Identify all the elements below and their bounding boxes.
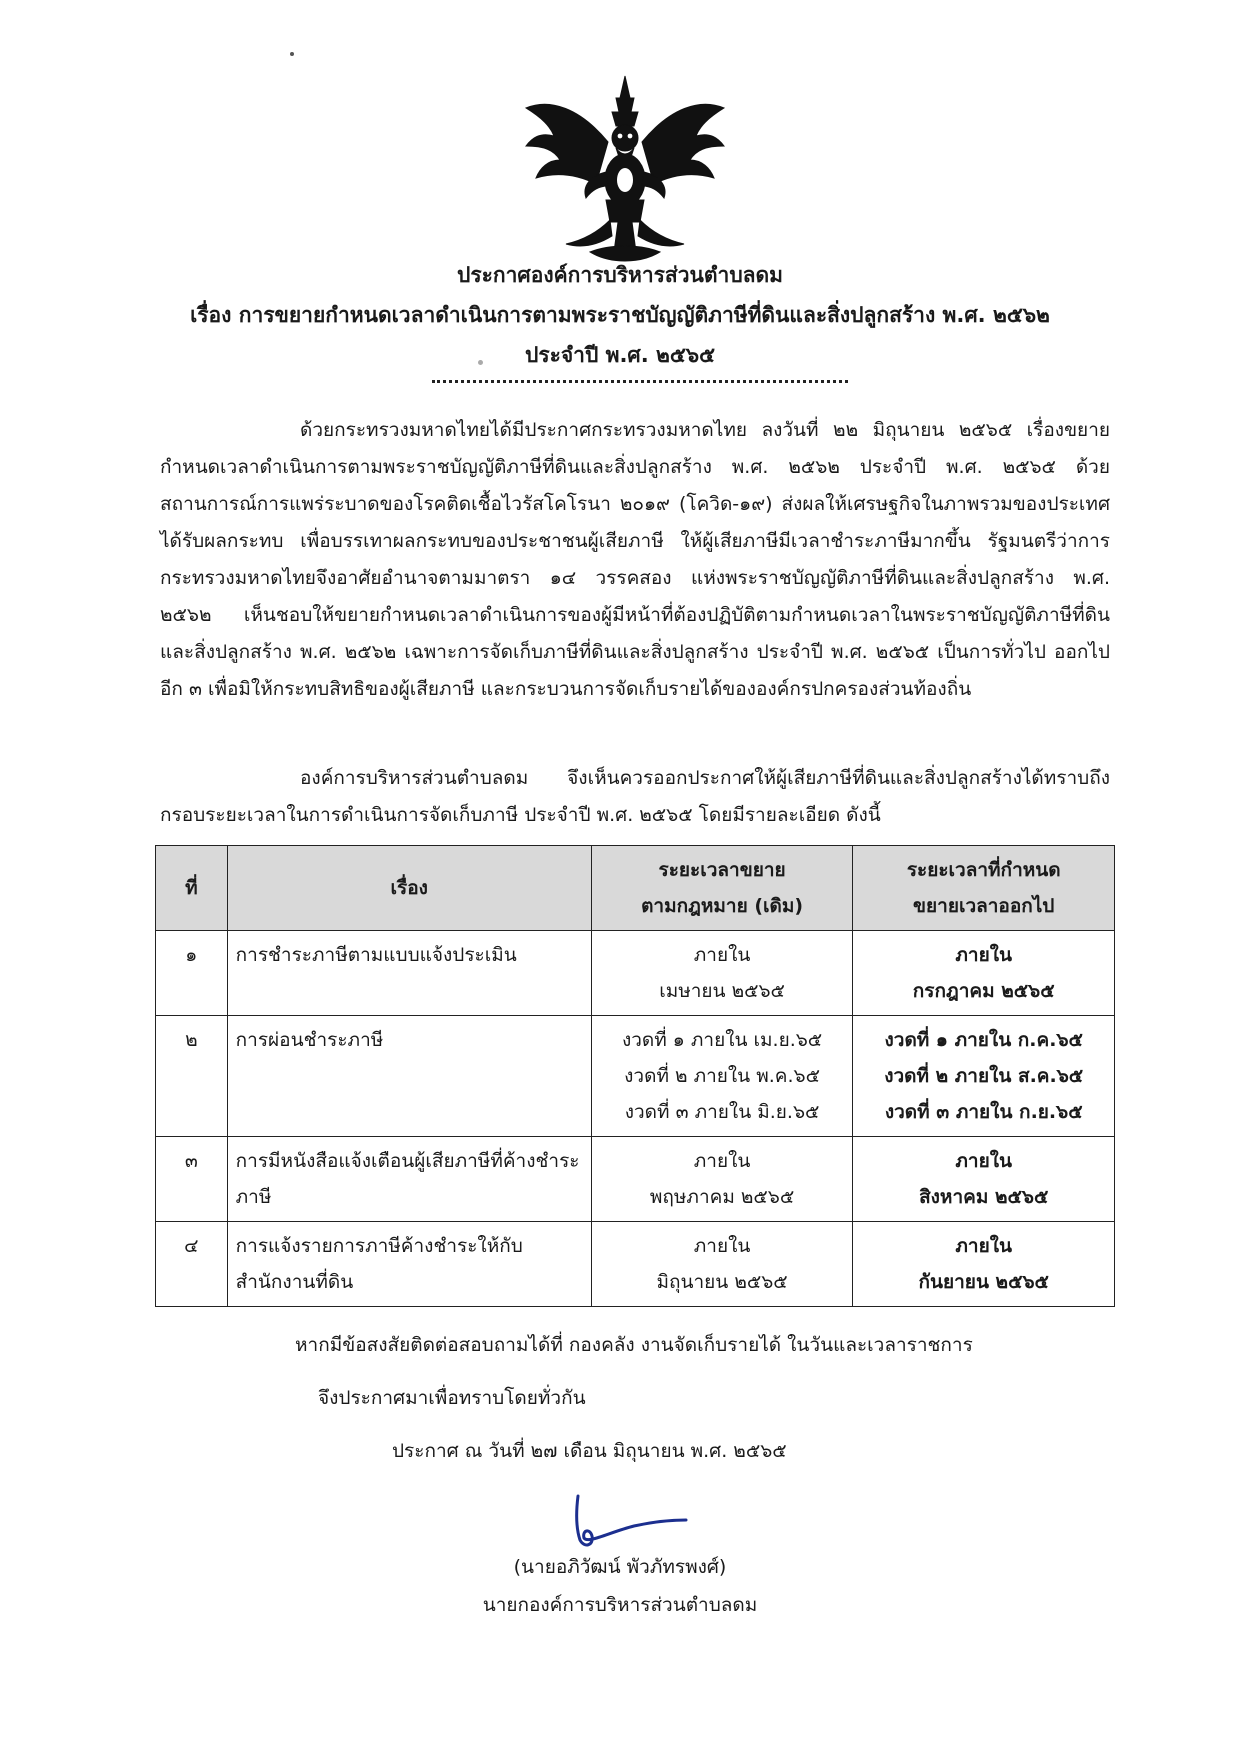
header-old-period: [591, 846, 853, 931]
schedule-table: [155, 845, 1115, 1307]
signer-name: (นายอภิวัฒน์ พัวภัทรพงศ์): [513, 1556, 727, 1578]
announcement-year: ประจำปี พ.ศ. ๒๕๖๕: [524, 343, 716, 367]
old-line: ภายใน: [693, 1235, 751, 1257]
row-new-period: [853, 931, 1115, 1016]
header-new-line-2: ขยายเวลาออกไป: [913, 895, 1055, 917]
table-row: [156, 1016, 1115, 1137]
announce-date: ประกาศ ณ วันที่ ๒๗ เดือน มิถุนายน พ.ศ. ๒๕๖๕: [392, 1440, 787, 1462]
row-subject: การผ่อนชำระภาษี: [227, 1016, 591, 1137]
header-old-line-1: ระยะเวลาขยาย: [658, 859, 786, 881]
old-line: มิถุนายน ๒๕๖๕: [656, 1271, 788, 1293]
announcement-subject: เรื่อง การขยายกำหนดเวลาดำเนินการตามพระราชบัญญัติภาษีที่ดินและสิ่งปลูกสร้าง พ.ศ. ๒๕๖๒: [190, 303, 1050, 327]
row-subject: การมีหนังสือแจ้งเตือนผู้เสียภาษีที่ค้างชำระภาษี: [227, 1137, 591, 1222]
announcement-title: ประกาศองค์การบริหารส่วนตำบลดม: [456, 263, 784, 287]
row-old-period: [591, 1016, 853, 1137]
row-subject: การแจ้งรายการภาษีค้างชำระให้กับสำนักงานที่ดิน: [227, 1222, 591, 1307]
contact-line: หากมีข้อสงสัยติดต่อสอบถามได้ที่ กองคลัง งานจัดเก็บรายได้ ในวันและเวลาราชการ: [295, 1334, 973, 1356]
handwritten-signature: [570, 1492, 690, 1552]
old-line: ภายใน: [693, 944, 751, 966]
new-line: ภายใน: [955, 1150, 1012, 1172]
new-line: สิงหาคม ๒๕๖๕: [919, 1186, 1049, 1208]
row-num: ๑: [156, 931, 228, 1016]
scan-speck: [290, 52, 294, 56]
header-new-period: [853, 846, 1115, 931]
row-subject: การชำระภาษีตามแบบแจ้งประเมิน: [227, 931, 591, 1016]
row-new-period: [853, 1016, 1115, 1137]
new-line: งวดที่ ๒ ภายใน ส.ค.๖๕: [884, 1065, 1084, 1087]
header-new-line-1: ระยะเวลาที่กำหนด: [906, 859, 1061, 881]
body-paragraph-1: [160, 412, 1110, 708]
row-new-period: [853, 1222, 1115, 1307]
row-num: ๔: [156, 1222, 228, 1307]
table-row: [156, 931, 1115, 1016]
row-num: ๓: [156, 1137, 228, 1222]
announce-line: จึงประกาศมาเพื่อทราบโดยทั่วกัน: [318, 1387, 586, 1409]
old-line: เมษายน ๒๕๖๕: [659, 980, 785, 1002]
table-header-row: [156, 846, 1115, 931]
row-old-period: [591, 1137, 853, 1222]
old-line: พฤษภาคม ๒๕๖๕: [649, 1186, 795, 1208]
header-subject: เรื่อง: [227, 846, 591, 931]
signer-position: นายกองค์การบริหารส่วนตำบลดม: [482, 1594, 758, 1616]
old-line: ภายใน: [693, 1150, 751, 1172]
old-line: งวดที่ ๓ ภายใน มิ.ย.๖๕: [624, 1101, 820, 1123]
new-line: งวดที่ ๓ ภายใน ก.ย.๖๕: [884, 1101, 1083, 1123]
old-line: งวดที่ ๑ ภายใน เม.ย.๖๕: [621, 1029, 823, 1051]
table-row: [156, 1137, 1115, 1222]
body-paragraph-2: [160, 760, 1110, 834]
row-new-period: [853, 1137, 1115, 1222]
dotted-divider: [432, 380, 848, 383]
header-num: ที่: [156, 846, 228, 931]
paragraph-1-text: ด้วยกระทรวงมหาดไทยได้มีประกาศกระทรวงมหาดไทย ลงวันที่ ๒๒ มิถุนายน ๒๕๖๕ เรื่องขยายกำหนดเวลาดำเนินการตามพระราชบัญญัติภาษีที่ดินและสิ่งปลูกสร้าง พ.ศ. ๒๕๖๒ ประจำปี พ.ศ. ๒๕๖๕ ด้วยสถานการณ์การแพร่ระบาดของโรคติดเชื้อไวรัสโคโรนา ๒๐๑๙ (โควิด-๑๙) ส่งผลให้เศรษฐกิจในภาพรวมของประเทศได้รับผลกระทบ เพื่อบรรเทาผลกระทบของประชาชนผู้เสียภาษี ให้ผู้เสียภาษีมีเวลาชำระภาษีมากขึ้น รัฐมนตรีว่าการกระทรวงมหาดไทยจึงอาศัยอำนาจตามมาตรา ๑๔ วรรคสอง แห่งพระราชบัญญัติภาษีที่ดินและสิ่งปลูกสร้าง พ.ศ. ๒๕๖๒ เห็นชอบให้ขยายกำหนดเวลาดำเนินการของผู้มีหน้าที่ต้องปฏิบัติตามกำหนดเวลาในพระราชบัญญัติภาษีที่ดินและสิ่งปลูกสร้าง พ.ศ. ๒๕๖๒ เฉพาะการจัดเก็บภาษีที่ดินและสิ่งปลูกสร้าง ประจำปี พ.ศ. ๒๕๖๕ เป็นการทั่วไป ออกไปอีก ๓ เพื่อมิให้กระทบสิทธิของผู้เสียภาษี และกระบวนการจัดเก็บรายได้ขององค์กรปกครองส่วนท้องถิ่น: [160, 419, 1110, 700]
header-old-line-2: ตามกฎหมาย (เดิม): [641, 895, 804, 917]
row-old-period: [591, 1222, 853, 1307]
table-row: [156, 1222, 1115, 1307]
new-line: ภายใน: [955, 944, 1012, 966]
row-num: ๒: [156, 1016, 228, 1137]
announcement-header: [150, 255, 1090, 375]
new-line: งวดที่ ๑ ภายใน ก.ค.๖๕: [884, 1029, 1083, 1051]
old-line: งวดที่ ๒ ภายใน พ.ค.๖๕: [624, 1065, 820, 1087]
row-old-period: [591, 931, 853, 1016]
new-line: กรกฎาคม ๒๕๖๕: [912, 980, 1055, 1002]
new-line: ภายใน: [955, 1235, 1012, 1257]
new-line: กันยายน ๒๕๖๕: [918, 1271, 1049, 1293]
paragraph-2-text: องค์การบริหารส่วนตำบลดม จึงเห็นควรออกประกาศให้ผู้เสียภาษีที่ดินและสิ่งปลูกสร้างได้ทราบถึงกรอบระยะเวลาในการดำเนินการจัดเก็บภาษี ประจำปี พ.ศ. ๒๕๖๕ โดยมีรายละเอียด ดังนี้: [160, 767, 1110, 826]
garuda-emblem-icon: [520, 68, 730, 268]
